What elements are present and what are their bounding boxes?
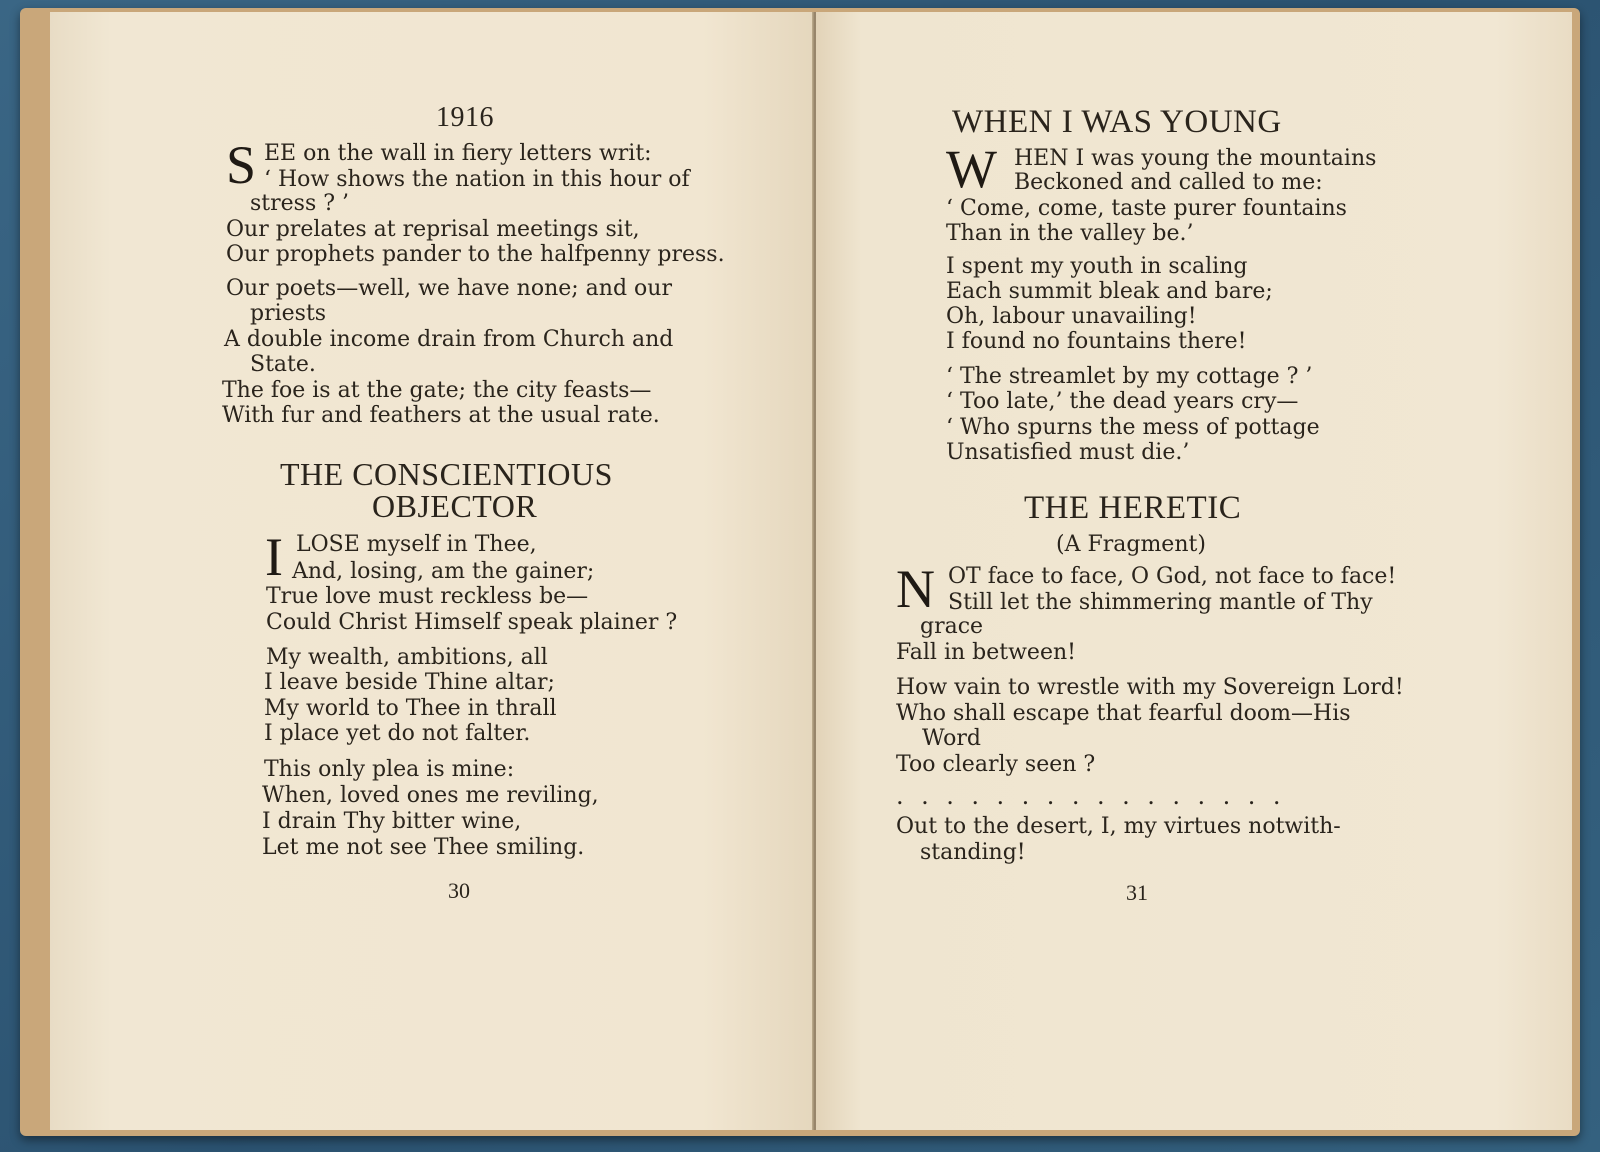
poem-line: Our prophets pander to the halfpenny press. [226, 242, 725, 267]
poem-line: ‘ Come, come, taste purer fountains [946, 196, 1347, 221]
poem-title-1916: 1916 [436, 102, 494, 133]
poem-line: Our poets—well, we have none; and our [226, 276, 672, 301]
poem-title-conscientious: THE CONSCIENTIOUS [280, 456, 613, 492]
poem-title-when-i-was-young: WHEN I WAS YOUNG [952, 104, 1282, 140]
dropcap-s: S [226, 135, 257, 195]
open-book [20, 8, 1580, 1136]
poem-line: How vain to wrestle with my Sovereign Lord! [896, 675, 1404, 700]
poem-line: OT face to face, O God, not face to face! [948, 564, 1397, 589]
poem-line: And, losing, am the gainer; [292, 559, 595, 584]
poem-line: I place yet do not falter. [264, 721, 531, 746]
poem-line: Than in the valley be.’ [946, 221, 1194, 246]
poem-line: A double income drain from Church and [224, 327, 674, 352]
page-number: 30 [448, 878, 470, 903]
poem-line: EE on the wall in fiery letters writ: [264, 141, 652, 166]
dropcap-i: I [265, 527, 283, 587]
poem-line: Who shall escape that fearful doom—His [896, 701, 1351, 726]
poem-line: The foe is at the gate; the city feasts— [222, 378, 652, 403]
poem-line: Word [922, 726, 981, 751]
poem-line: When, loved ones me reviling, [262, 783, 599, 808]
poem-line: This only plea is mine: [264, 757, 515, 782]
poem-line: standing! [920, 840, 1026, 865]
poem-line: State. [250, 352, 316, 377]
dropcap-w: W [946, 139, 997, 199]
poem-line: Let me not see Thee smiling. [262, 835, 585, 860]
poem-line: stress ? ’ [250, 191, 350, 216]
poem-line: Fall in between! [896, 640, 1076, 665]
poem-title-objector: OBJECTOR [372, 488, 538, 524]
poem-line: Could Christ Himself speak plainer ? [266, 610, 678, 635]
poem-line: I spent my youth in scaling [946, 254, 1248, 279]
poem-title-the-heretic: THE HERETIC [1024, 490, 1242, 526]
poem-line: Each summit bleak and bare; [946, 279, 1273, 304]
right-page [816, 12, 1572, 1130]
poem-line: HEN I was young the mountains [1014, 146, 1377, 171]
dropcap-n: N [896, 559, 935, 619]
poem-line: I leave beside Thine altar; [264, 670, 555, 695]
poem-line: LOSE myself in Thee, [296, 532, 537, 557]
poem-line: My wealth, ambitions, all [266, 645, 548, 670]
poem-line: Beckoned and called to me: [1014, 170, 1323, 195]
poem-line: Our prelates at reprisal meetings sit, [226, 217, 640, 242]
poem-line: Still let the shimmering mantle of Thy [948, 590, 1373, 615]
poem-line: Out to the desert, I, my virtues notwith- [896, 814, 1341, 839]
poem-line: I drain Thy bitter wine, [262, 809, 522, 834]
ellipsis-row: ................ [896, 782, 1299, 810]
poem-line: priests [250, 301, 327, 326]
poem-line: Oh, labour unavailing! [946, 304, 1197, 329]
poem-line: Unsatisfied must die.’ [946, 440, 1190, 465]
page-number: 31 [1126, 880, 1148, 905]
poem-line: Too clearly seen ? [896, 752, 1096, 777]
poem-subtitle: (A Fragment) [1056, 532, 1206, 557]
poem-line: grace [920, 614, 984, 639]
poem-line: I found no fountains there! [946, 329, 1247, 354]
poem-line: True love must reckless be— [266, 584, 589, 609]
poem-line: ‘ Who spurns the mess of pottage [946, 415, 1320, 440]
poem-line: With fur and feathers at the usual rate. [222, 403, 660, 428]
poem-line: ‘ How shows the nation in this hour of [264, 167, 690, 192]
poem-line: ‘ The streamlet by my cottage ? ’ [946, 364, 1313, 389]
poem-line: ‘ Too late,’ the dead years cry— [946, 389, 1299, 414]
poem-line: My world to Thee in thrall [264, 696, 557, 721]
left-page [50, 12, 818, 1130]
